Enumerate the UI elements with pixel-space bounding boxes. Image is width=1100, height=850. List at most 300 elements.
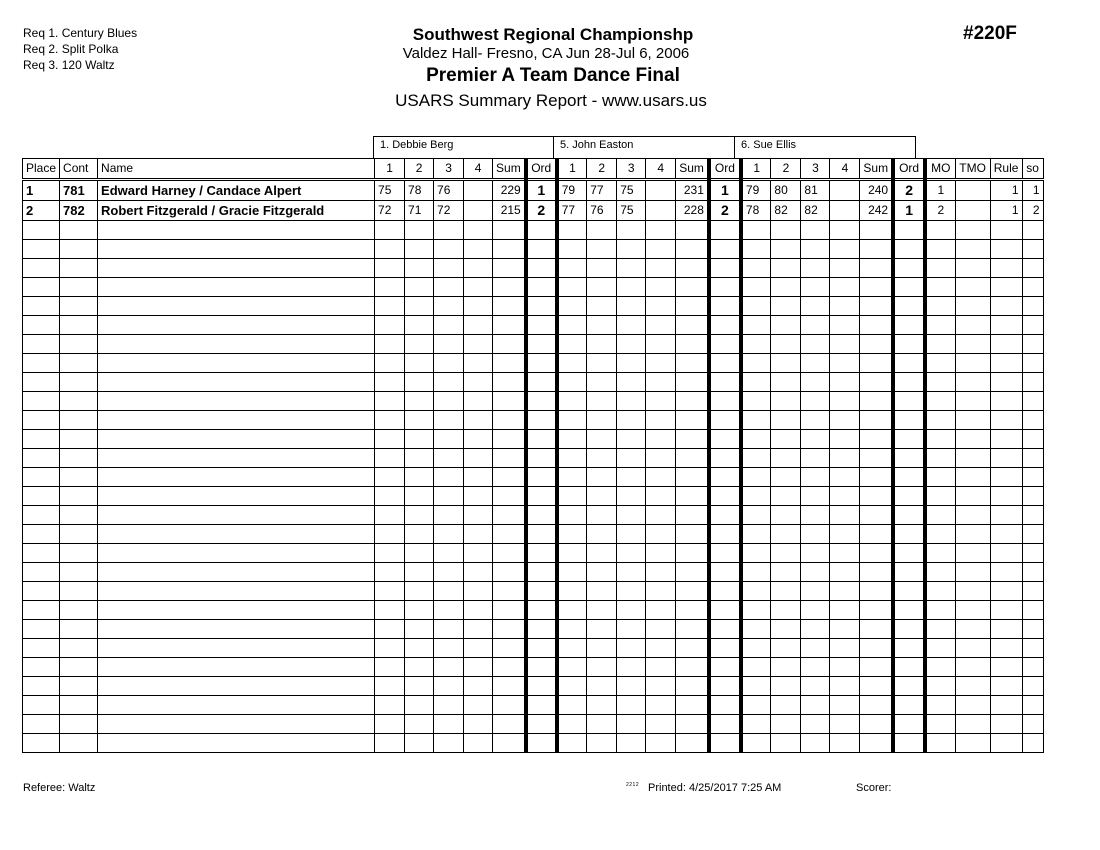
empty-cell: [60, 449, 98, 468]
empty-cell: [860, 392, 893, 411]
empty-cell: [587, 430, 617, 449]
empty-cell: [990, 278, 1022, 297]
empty-cell: [23, 715, 60, 734]
empty-cell: [925, 373, 955, 392]
table-row: [23, 201, 1044, 221]
empty-cell: [990, 259, 1022, 278]
judge-1-ordinal: 1: [526, 180, 557, 201]
empty-cell: [646, 506, 676, 525]
empty-row: [23, 601, 1044, 620]
empty-cell: [98, 449, 375, 468]
empty-cell: [23, 658, 60, 677]
judge-3-mark-1: 79: [741, 180, 771, 201]
empty-cell: [557, 696, 587, 715]
empty-cell: [893, 677, 925, 696]
empty-cell: [375, 411, 405, 430]
empty-cell: [955, 316, 990, 335]
empty-cell: [375, 449, 405, 468]
empty-cell: [925, 449, 955, 468]
empty-row: [23, 221, 1044, 240]
empty-cell: [676, 278, 709, 297]
empty-cell: [23, 392, 60, 411]
empty-cell: [405, 677, 434, 696]
judge-header-2: 5. John Easton: [553, 136, 735, 158]
empty-cell: [741, 506, 771, 525]
empty-cell: [1022, 639, 1043, 658]
empty-cell: [587, 582, 617, 601]
empty-cell: [830, 544, 860, 563]
empty-cell: [801, 221, 830, 240]
empty-cell: [405, 259, 434, 278]
empty-cell: [990, 487, 1022, 506]
so-cell: 1: [1022, 180, 1043, 201]
empty-cell: [375, 278, 405, 297]
empty-cell: [434, 449, 464, 468]
empty-cell: [830, 696, 860, 715]
empty-row: [23, 620, 1044, 639]
empty-cell: [955, 487, 990, 506]
judge-header-1: 1. Debbie Berg: [373, 136, 554, 158]
empty-cell: [741, 316, 771, 335]
empty-cell: [60, 259, 98, 278]
empty-cell: [709, 411, 741, 430]
empty-cell: [23, 582, 60, 601]
empty-cell: [1022, 278, 1043, 297]
empty-cell: [830, 506, 860, 525]
empty-cell: [405, 525, 434, 544]
empty-cell: [587, 354, 617, 373]
empty-cell: [464, 677, 493, 696]
empty-cell: [464, 487, 493, 506]
empty-cell: [925, 430, 955, 449]
empty-cell: [925, 335, 955, 354]
so-cell: 2: [1022, 201, 1043, 221]
judge-1-mark-4: [464, 180, 493, 201]
empty-cell: [801, 430, 830, 449]
empty-cell: [860, 297, 893, 316]
empty-cell: [493, 715, 526, 734]
empty-cell: [646, 487, 676, 506]
judge-3-ordinal: 2: [893, 180, 925, 201]
empty-cell: [405, 601, 434, 620]
empty-cell: [98, 620, 375, 639]
empty-cell: [405, 563, 434, 582]
empty-cell: [646, 240, 676, 259]
empty-cell: [557, 639, 587, 658]
empty-cell: [990, 677, 1022, 696]
empty-cell: [434, 392, 464, 411]
empty-cell: [434, 468, 464, 487]
empty-cell: [405, 392, 434, 411]
empty-cell: [23, 563, 60, 582]
empty-cell: [617, 506, 646, 525]
empty-cell: [526, 468, 557, 487]
empty-cell: [676, 487, 709, 506]
empty-cell: [526, 563, 557, 582]
empty-row: [23, 335, 1044, 354]
empty-cell: [893, 373, 925, 392]
empty-cell: [709, 696, 741, 715]
empty-cell: [955, 278, 990, 297]
empty-cell: [60, 696, 98, 715]
empty-cell: [1022, 392, 1043, 411]
score-table: [22, 158, 1044, 753]
empty-cell: [830, 677, 860, 696]
empty-cell: [464, 373, 493, 392]
empty-cell: [587, 487, 617, 506]
empty-cell: [60, 221, 98, 240]
empty-cell: [801, 335, 830, 354]
empty-cell: [493, 658, 526, 677]
empty-cell: [893, 544, 925, 563]
empty-cell: [893, 449, 925, 468]
empty-cell: [60, 278, 98, 297]
empty-cell: [676, 221, 709, 240]
empty-cell: [587, 240, 617, 259]
empty-cell: [587, 259, 617, 278]
empty-cell: [1022, 297, 1043, 316]
judge-3-sum: 240: [860, 180, 893, 201]
empty-cell: [1022, 563, 1043, 582]
empty-cell: [434, 316, 464, 335]
empty-cell: [617, 487, 646, 506]
empty-cell: [464, 582, 493, 601]
empty-cell: [1022, 677, 1043, 696]
empty-cell: [60, 506, 98, 525]
empty-cell: [375, 696, 405, 715]
empty-cell: [375, 487, 405, 506]
empty-cell: [617, 278, 646, 297]
empty-cell: [617, 601, 646, 620]
empty-cell: [709, 639, 741, 658]
empty-cell: [860, 240, 893, 259]
empty-cell: [676, 563, 709, 582]
empty-cell: [741, 449, 771, 468]
empty-cell: [709, 259, 741, 278]
empty-cell: [893, 430, 925, 449]
empty-cell: [925, 411, 955, 430]
event-title: Premier A Team Dance Final: [426, 65, 680, 86]
empty-cell: [493, 544, 526, 563]
empty-cell: [955, 620, 990, 639]
empty-cell: [493, 449, 526, 468]
empty-cell: [709, 544, 741, 563]
empty-cell: [709, 335, 741, 354]
judge-header-3: 6. Sue Ellis: [734, 136, 916, 158]
empty-cell: [557, 620, 587, 639]
empty-cell: [60, 601, 98, 620]
judge-3-mark-4: [830, 201, 860, 221]
empty-cell: [990, 506, 1022, 525]
empty-cell: [405, 373, 434, 392]
empty-cell: [646, 221, 676, 240]
empty-cell: [709, 392, 741, 411]
empty-cell: [925, 297, 955, 316]
empty-cell: [617, 430, 646, 449]
empty-cell: [434, 411, 464, 430]
empty-cell: [557, 373, 587, 392]
empty-cell: [557, 525, 587, 544]
empty-cell: [925, 468, 955, 487]
empty-cell: [893, 601, 925, 620]
empty-cell: [955, 734, 990, 753]
empty-cell: [526, 411, 557, 430]
empty-cell: [434, 715, 464, 734]
empty-cell: [98, 354, 375, 373]
empty-cell: [23, 506, 60, 525]
empty-cell: [955, 658, 990, 677]
empty-cell: [60, 430, 98, 449]
empty-cell: [587, 278, 617, 297]
empty-cell: [771, 715, 801, 734]
empty-cell: [893, 354, 925, 373]
empty-cell: [98, 468, 375, 487]
empty-cell: [860, 430, 893, 449]
empty-cell: [60, 525, 98, 544]
empty-cell: [98, 278, 375, 297]
empty-cell: [646, 449, 676, 468]
empty-cell: [830, 240, 860, 259]
empty-cell: [830, 563, 860, 582]
empty-cell: [801, 620, 830, 639]
empty-cell: [1022, 487, 1043, 506]
empty-cell: [98, 373, 375, 392]
empty-cell: [1022, 240, 1043, 259]
empty-cell: [709, 601, 741, 620]
judge-3-mark-2: 82: [771, 201, 801, 221]
printed-value: 4/25/2017 7:25 AM: [688, 782, 782, 794]
col-j1-sum: Sum: [493, 159, 526, 180]
empty-cell: [464, 430, 493, 449]
empty-cell: [98, 240, 375, 259]
empty-cell: [925, 354, 955, 373]
empty-cell: [98, 221, 375, 240]
empty-cell: [646, 297, 676, 316]
empty-cell: [893, 221, 925, 240]
empty-cell: [860, 411, 893, 430]
empty-cell: [557, 677, 587, 696]
judge-2-ordinal: 1: [709, 180, 741, 201]
empty-cell: [830, 449, 860, 468]
report-code: 2212: [626, 782, 640, 788]
empty-cell: [801, 259, 830, 278]
empty-cell: [830, 715, 860, 734]
empty-cell: [990, 297, 1022, 316]
empty-cell: [464, 240, 493, 259]
empty-cell: [990, 335, 1022, 354]
empty-cell: [676, 335, 709, 354]
empty-cell: [771, 506, 801, 525]
empty-cell: [405, 468, 434, 487]
empty-cell: [990, 563, 1022, 582]
empty-cell: [464, 278, 493, 297]
empty-cell: [676, 373, 709, 392]
empty-cell: [676, 392, 709, 411]
majority-ordinal-cell: 1: [925, 180, 955, 201]
empty-cell: [741, 563, 771, 582]
empty-cell: [493, 373, 526, 392]
judge-2-mark-1: 77: [557, 201, 587, 221]
empty-cell: [1022, 430, 1043, 449]
empty-cell: [925, 734, 955, 753]
empty-cell: [741, 259, 771, 278]
empty-cell: [676, 297, 709, 316]
empty-cell: [434, 487, 464, 506]
empty-cell: [464, 601, 493, 620]
empty-cell: [1022, 620, 1043, 639]
empty-cell: [23, 335, 60, 354]
empty-cell: [676, 430, 709, 449]
judge-2-mark-1: 79: [557, 180, 587, 201]
judge-1-mark-3: 76: [434, 180, 464, 201]
empty-cell: [434, 354, 464, 373]
empty-cell: [493, 620, 526, 639]
empty-cell: [60, 316, 98, 335]
empty-cell: [526, 487, 557, 506]
empty-cell: [557, 392, 587, 411]
empty-cell: [771, 316, 801, 335]
empty-cell: [493, 354, 526, 373]
empty-cell: [526, 715, 557, 734]
empty-row: [23, 658, 1044, 677]
championship-title: Southwest Regional Championshp: [412, 25, 694, 44]
empty-cell: [587, 335, 617, 354]
empty-cell: [925, 544, 955, 563]
empty-cell: [464, 563, 493, 582]
empty-cell: [493, 601, 526, 620]
empty-cell: [434, 601, 464, 620]
empty-cell: [801, 544, 830, 563]
empty-cell: [830, 487, 860, 506]
empty-row: [23, 715, 1044, 734]
empty-cell: [98, 582, 375, 601]
empty-cell: [893, 392, 925, 411]
empty-cell: [375, 335, 405, 354]
empty-cell: [860, 278, 893, 297]
empty-cell: [587, 316, 617, 335]
empty-cell: [617, 658, 646, 677]
empty-cell: [801, 240, 830, 259]
empty-cell: [98, 544, 375, 563]
empty-cell: [955, 544, 990, 563]
req-name: Century Blues: [61, 26, 138, 40]
empty-cell: [646, 639, 676, 658]
empty-cell: [98, 259, 375, 278]
empty-cell: [526, 335, 557, 354]
judge-2-mark-3: 75: [617, 201, 646, 221]
empty-cell: [709, 240, 741, 259]
empty-cell: [860, 506, 893, 525]
empty-cell: [801, 278, 830, 297]
empty-cell: [375, 430, 405, 449]
empty-cell: [741, 278, 771, 297]
empty-cell: [526, 316, 557, 335]
empty-cell: [771, 639, 801, 658]
empty-cell: [526, 734, 557, 753]
empty-cell: [405, 221, 434, 240]
empty-cell: [493, 525, 526, 544]
empty-cell: [990, 696, 1022, 715]
empty-cell: [60, 411, 98, 430]
empty-row: [23, 278, 1044, 297]
empty-cell: [1022, 411, 1043, 430]
empty-row: [23, 411, 1044, 430]
empty-cell: [955, 525, 990, 544]
empty-cell: [493, 677, 526, 696]
empty-cell: [801, 411, 830, 430]
empty-cell: [801, 468, 830, 487]
judge-1-mark-1: 75: [375, 180, 405, 201]
col-j2-m3: 3: [617, 159, 646, 180]
empty-cell: [587, 620, 617, 639]
empty-cell: [526, 658, 557, 677]
empty-cell: [771, 525, 801, 544]
empty-cell: [741, 335, 771, 354]
empty-cell: [23, 430, 60, 449]
empty-cell: [990, 411, 1022, 430]
empty-cell: [771, 734, 801, 753]
empty-cell: [925, 487, 955, 506]
empty-cell: [955, 335, 990, 354]
empty-cell: [741, 430, 771, 449]
empty-cell: [464, 658, 493, 677]
empty-row: [23, 354, 1044, 373]
empty-cell: [860, 601, 893, 620]
empty-cell: [676, 734, 709, 753]
empty-cell: [464, 639, 493, 658]
col-j1-ord: Ord: [526, 159, 557, 180]
venue-dates: Valdez Hall- Fresno, CA Jun 28-Jul 6, 2006: [402, 45, 690, 62]
empty-cell: [955, 240, 990, 259]
empty-cell: [1022, 582, 1043, 601]
empty-cell: [830, 430, 860, 449]
empty-cell: [676, 506, 709, 525]
empty-cell: [893, 278, 925, 297]
empty-cell: [493, 221, 526, 240]
empty-cell: [990, 601, 1022, 620]
empty-cell: [741, 373, 771, 392]
empty-cell: [709, 297, 741, 316]
empty-cell: [617, 563, 646, 582]
empty-cell: [493, 240, 526, 259]
empty-cell: [676, 449, 709, 468]
empty-row: [23, 525, 1044, 544]
empty-cell: [375, 601, 405, 620]
empty-cell: [617, 335, 646, 354]
empty-cell: [925, 620, 955, 639]
empty-cell: [405, 354, 434, 373]
empty-cell: [676, 240, 709, 259]
empty-row: [23, 373, 1044, 392]
empty-cell: [464, 354, 493, 373]
empty-cell: [646, 658, 676, 677]
empty-cell: [405, 506, 434, 525]
empty-cell: [741, 487, 771, 506]
empty-row: [23, 563, 1044, 582]
empty-cell: [741, 392, 771, 411]
empty-cell: [771, 354, 801, 373]
empty-cell: [860, 620, 893, 639]
empty-cell: [830, 601, 860, 620]
empty-cell: [23, 354, 60, 373]
empty-cell: [801, 734, 830, 753]
empty-row: [23, 430, 1044, 449]
empty-cell: [617, 525, 646, 544]
empty-row: [23, 696, 1044, 715]
empty-cell: [990, 544, 1022, 563]
empty-cell: [830, 278, 860, 297]
empty-cell: [955, 221, 990, 240]
